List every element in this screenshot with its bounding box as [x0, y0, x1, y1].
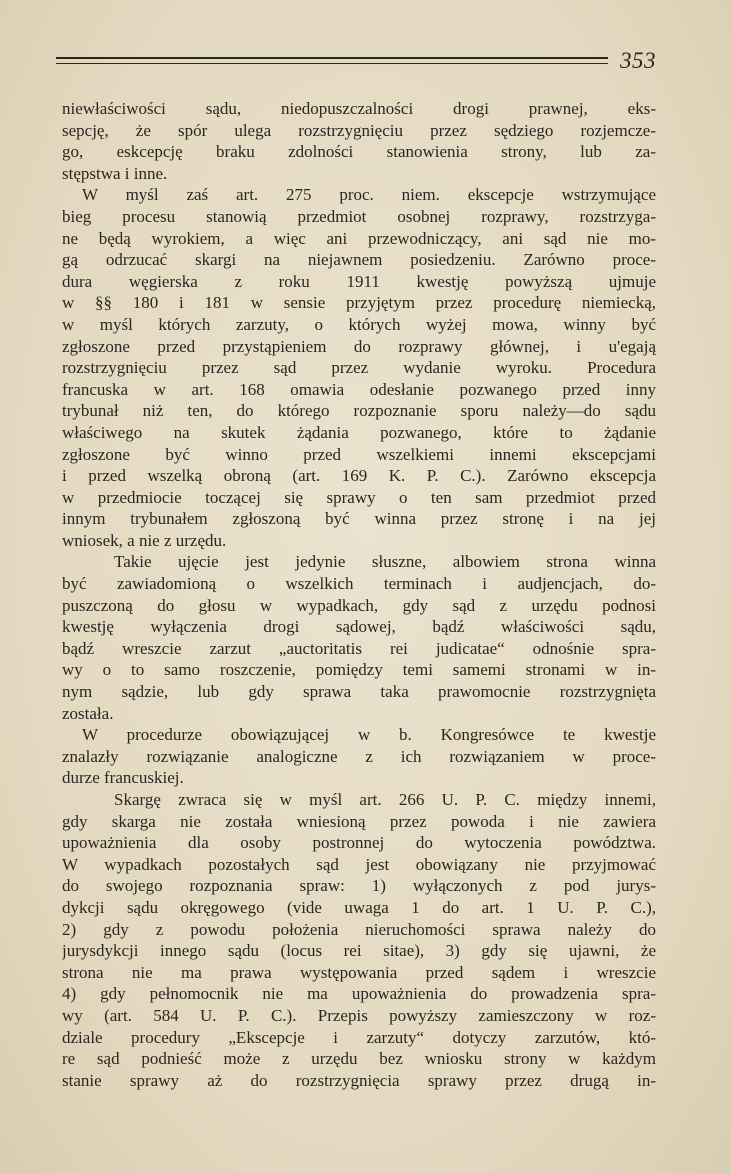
text-line: francuska w art. 168 omawia odesłanie pozwanego przed inny	[62, 379, 656, 399]
text-line: 2) gdy z powodu położenia nieruchomości sprawa należy do	[62, 919, 656, 939]
text-line: re sąd podnieść może z urzędu bez wniosku strony w każdym	[62, 1049, 656, 1069]
text-line: znalazły rozwiązanie analogiczne z ich rozwiązaniem w proce-	[62, 746, 656, 766]
text-line: bieg procesu stanowią przedmiot osobnej rozprawy, rozstrzyga-	[62, 206, 656, 226]
text-line: upoważnienia dla osoby postronnej do wytoczenia powództwa.	[62, 833, 656, 853]
text-line: innym trybunałem zgłoszoną być winna przez stronę i na jej	[62, 509, 656, 529]
page-number: 353	[620, 48, 656, 73]
text-line: nym sądzie, lub gdy sprawa taka prawomocnie rozstrzygnięta	[62, 682, 656, 702]
text-line: W myśl zaś art. 275 proc. niem. ekscepcje wstrzymujące	[82, 185, 656, 205]
text-line: wy o to samo roszczenie, pomiędzy temi samemi stronami w in-	[62, 660, 656, 680]
text-line: ne będą wyrokiem, a więc ani przewodniczący, ani sąd nie mo-	[62, 228, 656, 248]
text-line: niewłaściwości sądu, niedopuszczalności drogi prawnej, eks-	[62, 99, 656, 118]
text-line: 4) gdy pełnomocnik nie ma upoważnienia do prowadzenia spra-	[62, 984, 656, 1004]
text-line: puszczoną do głosu w wypadkach, gdy sąd z urzędu podnosi	[62, 595, 656, 615]
text-line: i przed wszelką obroną (art. 169 K. P. C.). Zarówno ekscepcja	[62, 466, 656, 486]
text-line: w myśl których zarzuty, o których wyżej mowa, winny być	[62, 314, 656, 334]
text-line: gą odrzucać skargi na niejawnem posiedzeniu. Zarówno proce-	[62, 250, 656, 270]
text-line: dykcji sądu okręgowego (vide uwaga 1 do art. 1 U. P. C.),	[62, 897, 656, 917]
body-text	[62, 98, 656, 1091]
text-line: zgłoszone być winno przed wszelkiemi innemi ekscepcjami	[62, 444, 656, 464]
text-line: dziale procedury „Ekscepcje i zarzuty“ dotyczy zarzutów, któ-	[62, 1027, 656, 1047]
text-line: do swojego rozpoznania spraw: 1) wyłączonych z pod jurys-	[62, 876, 656, 896]
text-line: być zawiadomioną o wszelkich terminach i audjencjach, do-	[62, 574, 656, 594]
text-line: w przedmiocie toczącej się sprawy o ten sam przedmiot przed	[62, 487, 656, 507]
header-rule-thick	[56, 57, 608, 59]
header-rule	[56, 57, 608, 68]
header-rule-thin	[56, 63, 608, 64]
text-line: stępstwa i inne.	[62, 163, 168, 183]
text-line: Takie ujęcie jest jedynie słuszne, albowiem strona winna	[114, 552, 656, 572]
text-line: strona nie ma prawa występowania przed sądem i wreszcie	[62, 962, 656, 982]
text-line: gdy skarga nie została wniesioną przez powoda i nie zawiera	[62, 811, 656, 831]
text-line: jurysdykcji innego sądu (locus rei sitae), 3) gdy się ujawni, że	[62, 941, 656, 961]
text-line: wy (art. 584 U. P. C.). Przepis powyższy zamieszczony w roz-	[62, 1005, 656, 1025]
text-line: dura węgierska z roku 1911 kwestję powyższą ujmuje	[62, 271, 656, 291]
text-line: stanie sprawy aż do rozstrzygnięcia sprawy przez drugą in-	[62, 1070, 656, 1090]
text-line: została.	[62, 703, 114, 723]
text-line: W procedurze obowiązującej w b. Kongresówce te kwestje	[82, 725, 656, 745]
text-line: go, eskcepcję braku zdolności stanowienia strony, lub za-	[62, 142, 656, 162]
text-line: durze francuskiej.	[62, 768, 184, 788]
text-line: rozstrzygnięciu przez sąd przez wydanie wyroku. Procedura	[62, 358, 656, 378]
text-line: właściwego na skutek żądania pozwanego, które to żądanie	[62, 422, 656, 442]
text-line: Skargę zwraca się w myśl art. 266 U. P. C. między innemi,	[114, 790, 656, 809]
text-line: wniosek, a nie z urzędu.	[62, 530, 227, 550]
text-line: sepcję, że spór ulega rozstrzygnięciu przez sędziego rozjemcze-	[62, 120, 656, 140]
text-line: W wypadkach pozostałych sąd jest obowiązany nie przyjmować	[62, 854, 656, 874]
text-line: zgłoszone przed przystąpieniem do rozprawy głównej, i u'egają	[62, 336, 656, 356]
text-line: kwestję wyłączenia drogi sądowej, bądź właściwości sądu,	[62, 617, 656, 637]
text-line: w §§ 180 i 181 w sensie przyjętym przez procedurę niemiecką,	[62, 293, 656, 313]
text-line: bądź wreszcie zarzut „auctoritatis rei judicatae“ odnośnie spra-	[62, 638, 656, 658]
text-line: trybunał niż ten, do którego rozpoznanie sporu należy—do sądu	[62, 401, 656, 421]
